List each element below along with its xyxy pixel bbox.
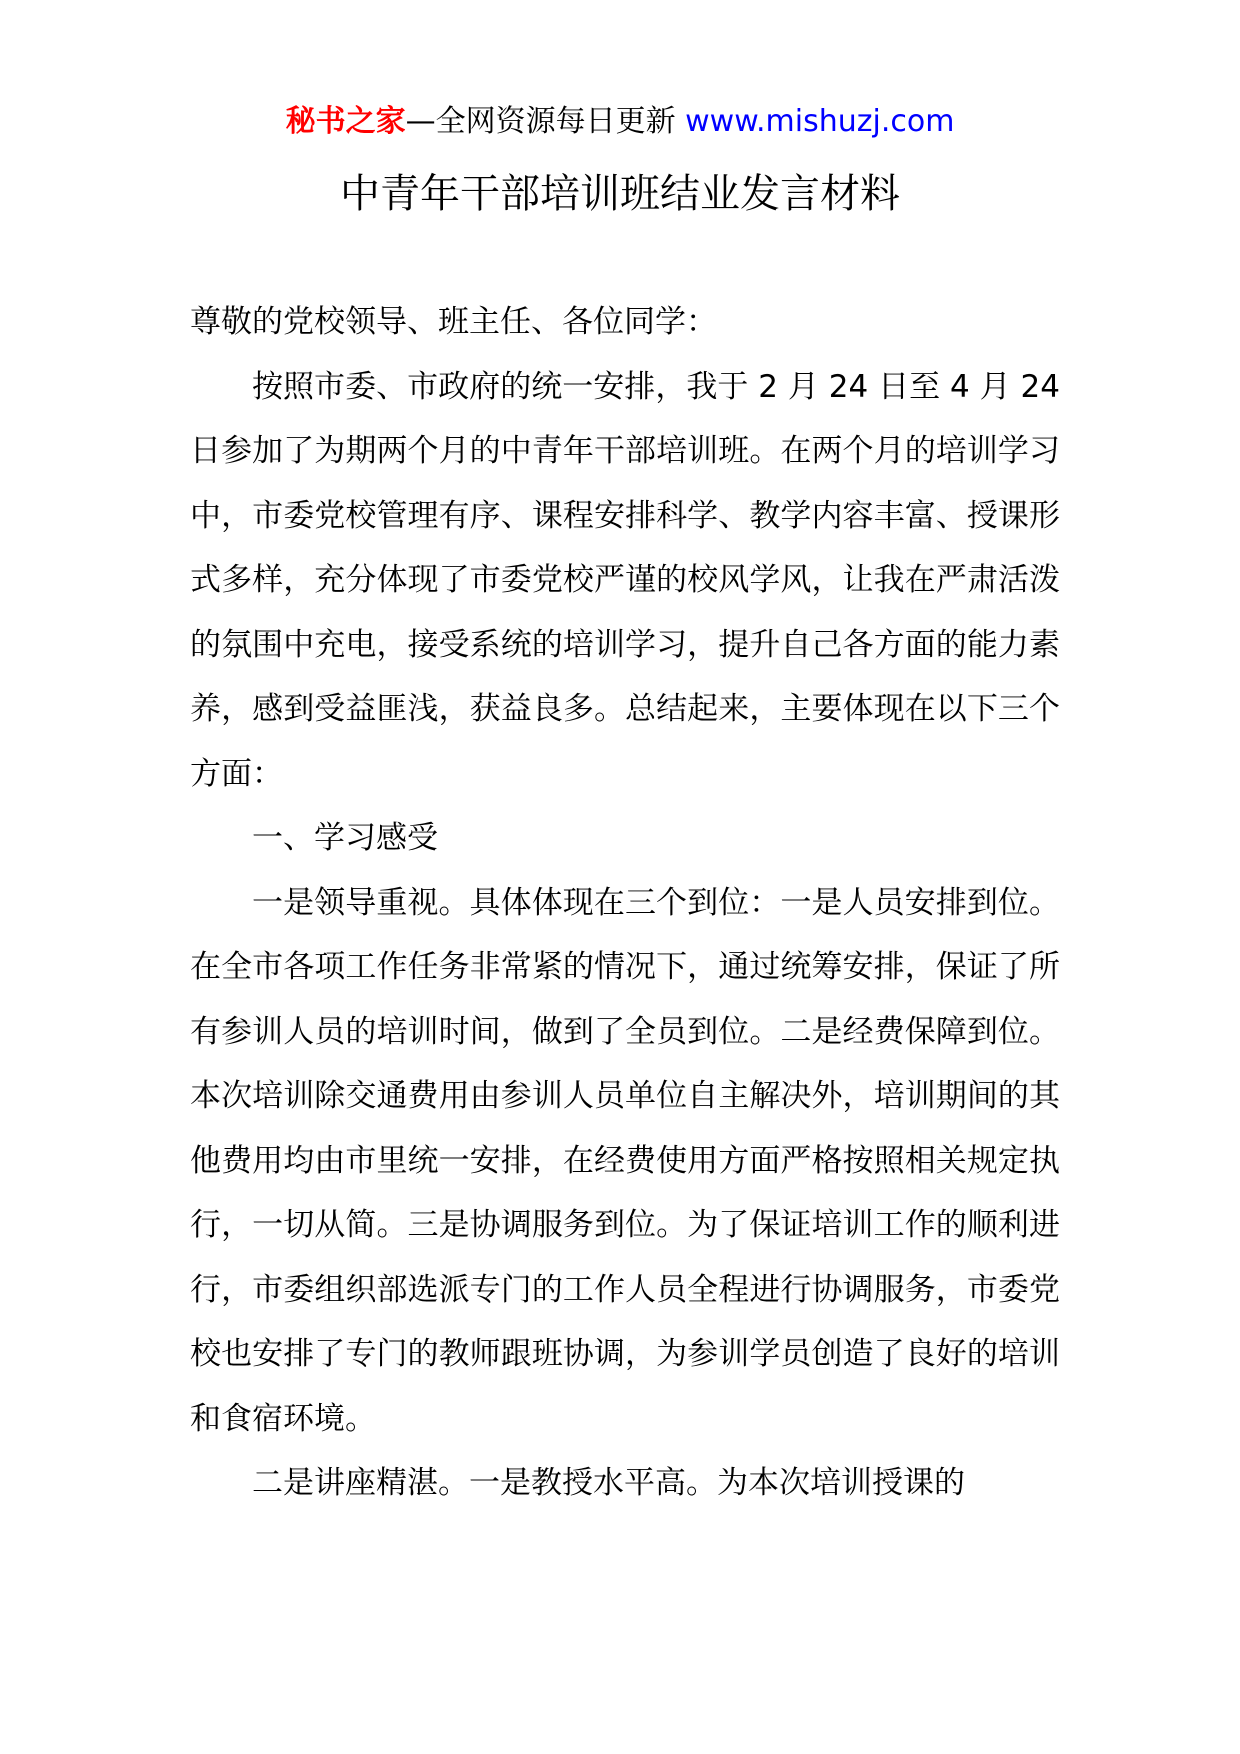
document-title: 中青年干部培训班结业发言材料 [340,171,900,217]
site-tagline: —全网资源每日更新 [405,104,686,139]
salutation: 尊敬的党校领导、班主任、各位同学： [190,304,717,340]
section-heading: 一、学习感受 [252,820,438,856]
document-body [190,290,1060,1516]
site-header [0,100,1240,144]
site-url[interactable]: www.mishuzj.com [685,104,955,139]
paragraph-leadership: 一是领导重视。具体体现在三个到位：一是人员安排到位。在全市各项工作任务非常紧的情况下，通过统筹安排，保证了所有参训人员的培训时间，做到了全员到位。二是经费保障到位。本次培训除交通费用由参训人员单位自主解决外，培训期间的其他费用均由市里统一安排，在经费使用方面严格按照相关规定执行，一切从简。三是协调服务到位。为了保证培训工作的顺利进行，市委组织部选派专门的工作人员全程进行协调服务，市委党校也安排了专门的教师跟班协调，为参训学员创造了良好的培训和食宿环境。 [190,884,1060,1437]
paragraph-lectures: 二是讲座精湛。一是教授水平高。为本次培训授课的 [252,1465,965,1501]
site-brand: 秘书之家 [285,104,406,139]
paragraph-intro: 按照市委、市政府的统一安排，我于 2 月 24 日至 4 月 24 日参加了为期两个月的中青年干部培训班。在两个月的培训学习中，市委党校管理有序、课程安排科学、教学内容丰富、授课形式多样，充分体现了市委党校严谨的校风学风，让我在严肃活泼的氛围中充电，接受系统的培训学习，提升自己各方面的能力素养，感到受益匪浅，获益良多。总结起来，主要体现在以下三个方面： [190,368,1060,792]
